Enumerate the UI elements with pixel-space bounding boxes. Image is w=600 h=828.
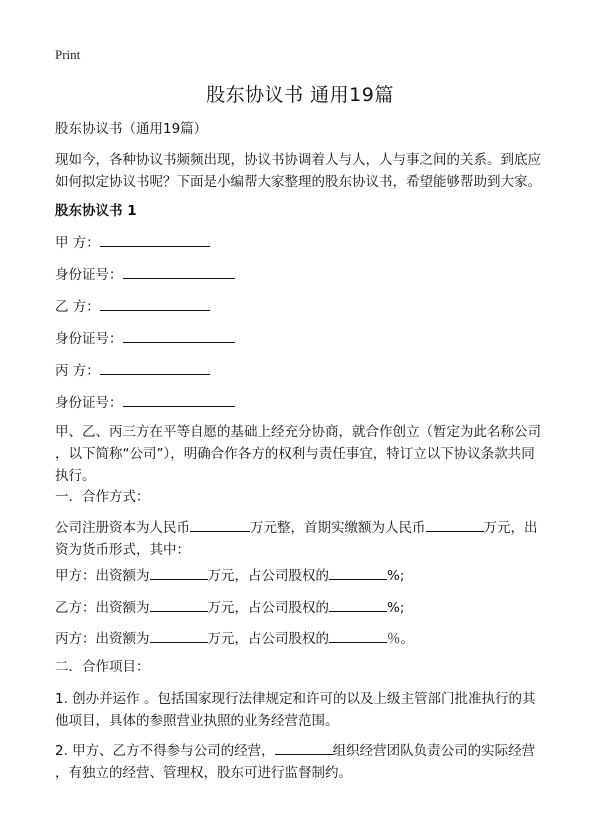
contrib-c-text-2: 万元，占公司股权的 (207, 631, 329, 647)
contrib-c-share-blank (329, 628, 387, 643)
id-b-label: 身份证号： (55, 331, 123, 347)
party-c-blank (100, 360, 210, 375)
party-c-field (55, 360, 555, 382)
capital-blank-2 (426, 517, 484, 532)
contribution-c (55, 628, 555, 650)
item2-text-a: 2. 甲方、乙方不得参与公司的经营， (55, 743, 275, 759)
capital-text-c: 万元，出 (483, 520, 538, 536)
heading-cooperation-project: 二．合作项目： (55, 659, 150, 675)
contrib-c-amount-blank (150, 628, 208, 643)
id-c-label: 身份证号： (55, 395, 123, 411)
party-b-blank (100, 296, 210, 311)
id-a-field (55, 264, 555, 286)
capital-text-b: 万元整，首期实缴额为人民币 (250, 520, 426, 536)
id-b-blank (123, 328, 235, 343)
contrib-b-share-blank (329, 597, 387, 612)
contrib-a-text-1: 甲方：出资额为 (55, 568, 150, 584)
contrib-a-text-3: %; (387, 568, 405, 584)
print-label: Print (55, 47, 81, 62)
id-a-blank (123, 264, 235, 279)
party-b-label: 乙 方： (55, 299, 100, 315)
capital-blank-1 (190, 517, 250, 532)
party-a-blank (100, 232, 210, 247)
contrib-b-text-1: 乙方：出资额为 (55, 600, 150, 616)
para1-line-2: ，以下简称“公司”），明确合作各方的权利与责任事宜，特订立以下协议条款共同 (55, 446, 535, 462)
intro-line-2: 如何拟定协议书呢？下面是小编帮大家整理的股东协议书，希望能够帮助到大家。 (55, 174, 541, 190)
item2-blank (275, 740, 333, 755)
contribution-a (55, 565, 555, 587)
contrib-b-text-2: 万元，占公司股权的 (207, 600, 329, 616)
contrib-c-text-3: ％。 (387, 631, 414, 647)
item2-line-2: ，有独立的经营、管理权，股东可进行监督制约。 (55, 765, 352, 781)
page-title: 股东协议书 通用19篇 (206, 84, 394, 106)
capital-line-1 (55, 517, 555, 539)
contribution-b (55, 597, 555, 619)
id-c-blank (123, 392, 235, 407)
capital-text-a: 公司注册资本为人民币 (55, 520, 190, 536)
party-a-field (55, 232, 555, 254)
para1-line-1: 甲、乙、丙三方在平等自愿的基础上经充分协商，就合作创立（暂定为此名称公司 (55, 424, 541, 440)
intro-line-1: 现如今，各种协议书频频出现，协议书协调着人与人，人与事之间的关系。到底应 (55, 152, 541, 168)
party-a-label: 甲 方： (55, 235, 100, 251)
contrib-a-text-2: 万元，占公司股权的 (207, 568, 329, 584)
id-a-label: 身份证号： (55, 267, 123, 283)
item2-line-1 (55, 740, 555, 762)
heading-cooperation-method: 一．合作方式： (55, 489, 150, 505)
capital-line-2: 资为货币形式，其中： (55, 542, 190, 558)
item2-text-b: 组织经营团队负责公司的实际经营 (332, 743, 536, 759)
party-b-field (55, 296, 555, 318)
item1-line-1: 1. 创办并运作 。包括国家现行法律规定和许可的以及上级主管部门批准执行的其 (55, 691, 536, 707)
section-heading: 股东协议书 1 (55, 203, 137, 219)
id-c-field (55, 392, 555, 414)
subtitle: 股东协议书（通用19篇） (55, 121, 208, 137)
contrib-b-text-3: %; (387, 600, 405, 616)
contrib-c-text-1: 丙方：出资额为 (55, 631, 150, 647)
para1-line-3: 执行。 (55, 468, 96, 484)
id-b-field (55, 328, 555, 350)
item1-line-2: 他项目，具体的参照营业执照的业务经营范围。 (55, 713, 339, 729)
contrib-a-amount-blank (150, 565, 208, 580)
party-c-label: 丙 方： (55, 363, 100, 379)
contrib-b-amount-blank (150, 597, 208, 612)
contrib-a-share-blank (329, 565, 387, 580)
